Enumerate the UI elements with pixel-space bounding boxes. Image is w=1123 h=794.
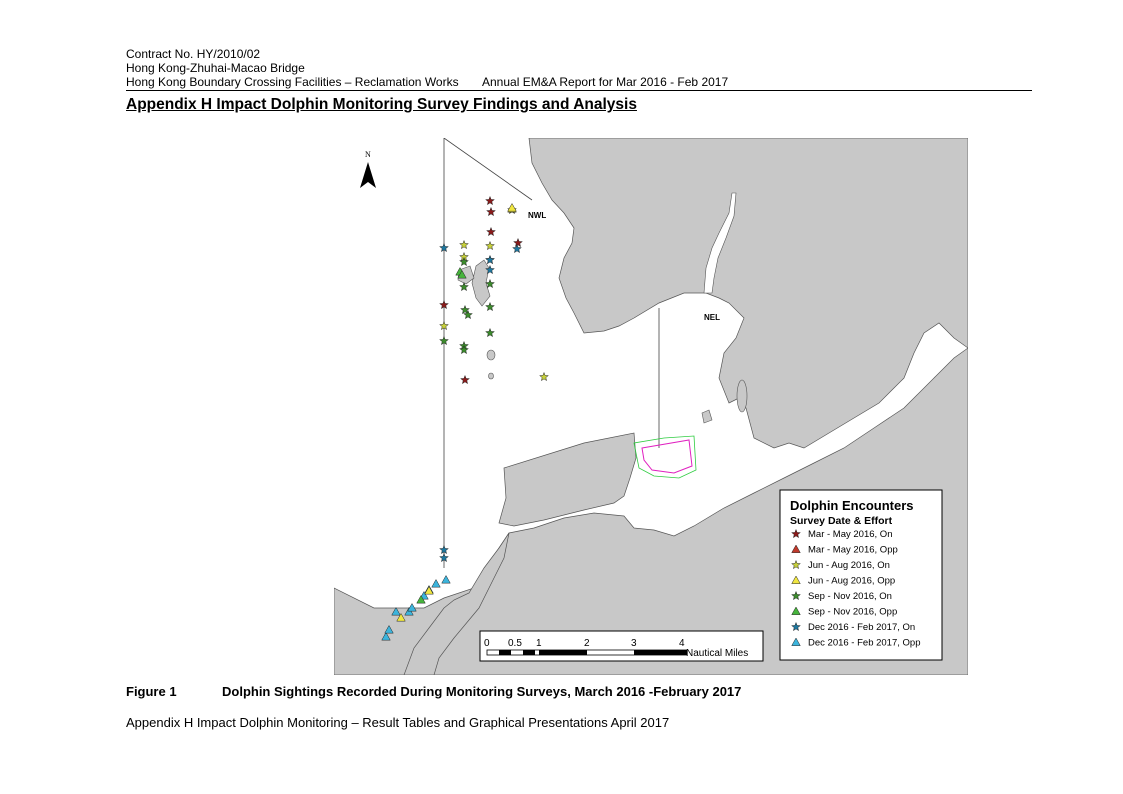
footer-text: Appendix H Impact Dolphin Monitoring – Result Tables and Graphical Presentations April 2017 xyxy=(126,715,670,730)
dolphin-sightings-map xyxy=(334,138,968,675)
legend-item-label: Dec 2016 - Feb 2017, On xyxy=(808,622,916,633)
scale-tick-label: 2 xyxy=(584,638,590,649)
appendix-title: Appendix H Impact Dolphin Monitoring Survey Findings and Analysis xyxy=(126,96,637,113)
legend-subtitle: Survey Date & Effort xyxy=(790,515,893,527)
legend-title: Dolphin Encounters xyxy=(790,498,914,513)
header-rule xyxy=(126,90,1032,91)
legend-item-label: Jun - Aug 2016, Opp xyxy=(808,575,896,587)
legend-item-label: Mar - May 2016, On xyxy=(808,529,893,540)
report-name: Annual EM&A Report for Mar 2016 - Feb 2017 xyxy=(482,75,729,89)
legend-item-label: Sep - Nov 2016, On xyxy=(808,591,892,602)
scale-tick-label: 3 xyxy=(631,638,637,649)
legend xyxy=(780,490,942,660)
scale-tick-label: 0 xyxy=(484,638,490,649)
legend-item-label: Mar - May 2016, Opp xyxy=(808,544,898,556)
label-nwl: NWL xyxy=(528,211,547,220)
facility-name: Hong Kong Boundary Crossing Facilities – Reclamation Works xyxy=(126,75,459,89)
scale-tick-label: 1 xyxy=(536,638,542,649)
project-name: Hong Kong-Zhuhai-Macao Bridge xyxy=(126,61,305,75)
label-nel: NEL xyxy=(704,313,720,322)
legend-item-label: Sep - Nov 2016, Opp xyxy=(808,606,898,618)
island-4 xyxy=(489,373,494,379)
legend-item-label: Dec 2016 - Feb 2017, Opp xyxy=(808,637,921,649)
figure-caption: Dolphin Sightings Recorded During Monitoring Surveys, March 2016 -February 2017 xyxy=(222,684,742,699)
island-5 xyxy=(737,380,747,412)
north-label: N xyxy=(365,150,371,159)
scale-tick-label: 0.5 xyxy=(508,638,522,649)
scale-unit: Nautical Miles xyxy=(686,648,749,659)
scale-tick-label: 4 xyxy=(679,638,685,649)
island-3 xyxy=(487,350,495,360)
contract-number: Contract No. HY/2010/02 xyxy=(126,47,261,61)
scale-bar xyxy=(480,631,763,661)
legend-item-label: Jun - Aug 2016, On xyxy=(808,560,890,571)
figure-label: Figure 1 xyxy=(126,684,177,699)
